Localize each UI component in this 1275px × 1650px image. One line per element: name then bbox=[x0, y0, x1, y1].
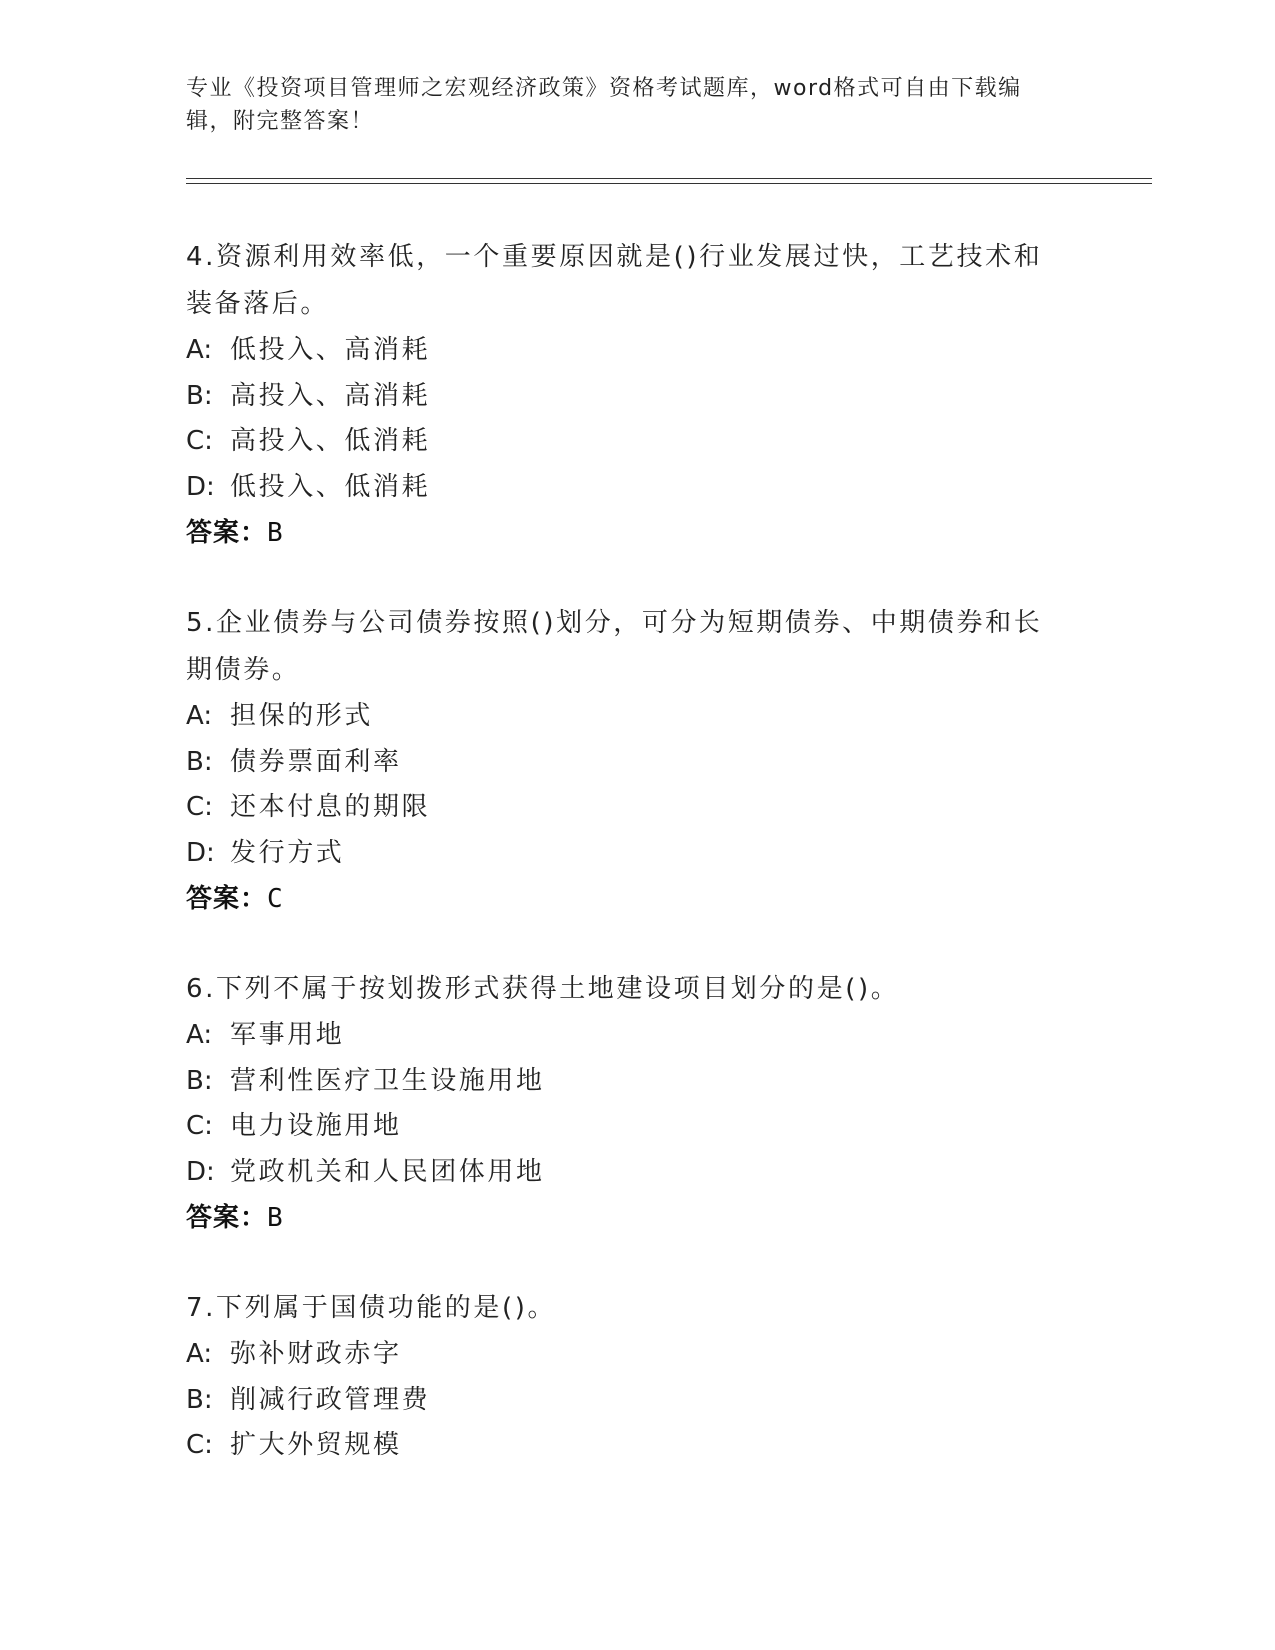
option-text: 扩大外贸规模 bbox=[230, 1430, 402, 1460]
answer-value: B bbox=[267, 518, 284, 548]
answer-value: C bbox=[267, 884, 284, 914]
option-text: 担保的形式 bbox=[230, 701, 374, 731]
option-d bbox=[186, 1150, 1086, 1196]
option-letter: C: bbox=[186, 1430, 213, 1460]
option-b bbox=[186, 1059, 1086, 1105]
question-stem: 4.资源利用效率低，一个重要原因就是()行业发展过快，工艺技术和装备落后。 bbox=[186, 242, 1043, 319]
option-c bbox=[186, 1423, 1086, 1469]
option-letter: B: bbox=[186, 380, 213, 411]
option-a bbox=[186, 1332, 1086, 1378]
option-letter: A: bbox=[186, 1020, 213, 1050]
answer-line bbox=[186, 876, 1086, 922]
answer-value: B bbox=[267, 1203, 284, 1233]
option-letter: C: bbox=[186, 1111, 213, 1141]
option-text: 弥补财政赤字 bbox=[230, 1339, 402, 1369]
option-a bbox=[186, 328, 1086, 374]
option-text: 电力设施用地 bbox=[230, 1111, 402, 1141]
option-letter: C: bbox=[186, 426, 213, 456]
question-5 bbox=[186, 600, 1086, 922]
answer-label: 答案： bbox=[186, 518, 268, 548]
answer-label: 答案： bbox=[186, 1203, 268, 1233]
option-text: 发行方式 bbox=[230, 837, 345, 868]
option-text: 还本付息的期限 bbox=[230, 792, 431, 822]
question-stem: 7.下列属于国债功能的是()。 bbox=[186, 1293, 557, 1323]
option-b bbox=[186, 1378, 1086, 1424]
option-c bbox=[186, 785, 1086, 831]
header-rule-top bbox=[186, 178, 1152, 179]
option-letter: C: bbox=[186, 792, 213, 822]
option-letter: B: bbox=[186, 1065, 213, 1096]
option-text: 削减行政管理费 bbox=[230, 1384, 431, 1415]
answer-label: 答案： bbox=[186, 884, 268, 914]
option-letter: A: bbox=[186, 701, 213, 731]
option-text: 营利性医疗卫生设施用地 bbox=[230, 1065, 545, 1096]
question-7 bbox=[186, 1285, 1086, 1469]
option-b bbox=[186, 740, 1086, 786]
option-letter: B: bbox=[186, 746, 213, 777]
option-c bbox=[186, 1104, 1086, 1150]
option-letter: B: bbox=[186, 1384, 213, 1415]
answer-line bbox=[186, 510, 1086, 556]
option-letter: D: bbox=[186, 837, 215, 868]
option-text: 债券票面利率 bbox=[230, 746, 402, 777]
question-stem: 5.企业债券与公司债券按照()划分，可分为短期债券、中期债券和长期债券。 bbox=[186, 608, 1043, 685]
option-text: 高投入、低消耗 bbox=[230, 426, 431, 456]
question-6 bbox=[186, 966, 1086, 1241]
option-b bbox=[186, 374, 1086, 420]
option-d bbox=[186, 831, 1086, 877]
option-text: 低投入、高消耗 bbox=[230, 335, 431, 365]
option-d bbox=[186, 465, 1086, 511]
option-a bbox=[186, 694, 1086, 740]
question-stem: 6.下列不属于按划拨形式获得土地建设项目划分的是()。 bbox=[186, 974, 900, 1004]
option-text: 党政机关和人民团体用地 bbox=[230, 1156, 545, 1187]
option-c bbox=[186, 419, 1086, 465]
option-letter: A: bbox=[186, 1339, 213, 1369]
answer-line bbox=[186, 1195, 1086, 1241]
option-a bbox=[186, 1013, 1086, 1059]
option-text: 高投入、高消耗 bbox=[230, 380, 431, 411]
option-letter: D: bbox=[186, 471, 215, 502]
question-4 bbox=[186, 234, 1086, 556]
question-list bbox=[186, 234, 1086, 1513]
option-letter: D: bbox=[186, 1156, 215, 1187]
option-text: 低投入、低消耗 bbox=[230, 471, 431, 502]
option-letter: A: bbox=[186, 335, 213, 365]
option-text: 军事用地 bbox=[230, 1020, 345, 1050]
document-header: 专业《投资项目管理师之宏观经济政策》资格考试题库，word格式可自由下载编辑，附完整答案！ bbox=[186, 76, 1022, 134]
header-rule-bottom bbox=[186, 183, 1152, 184]
